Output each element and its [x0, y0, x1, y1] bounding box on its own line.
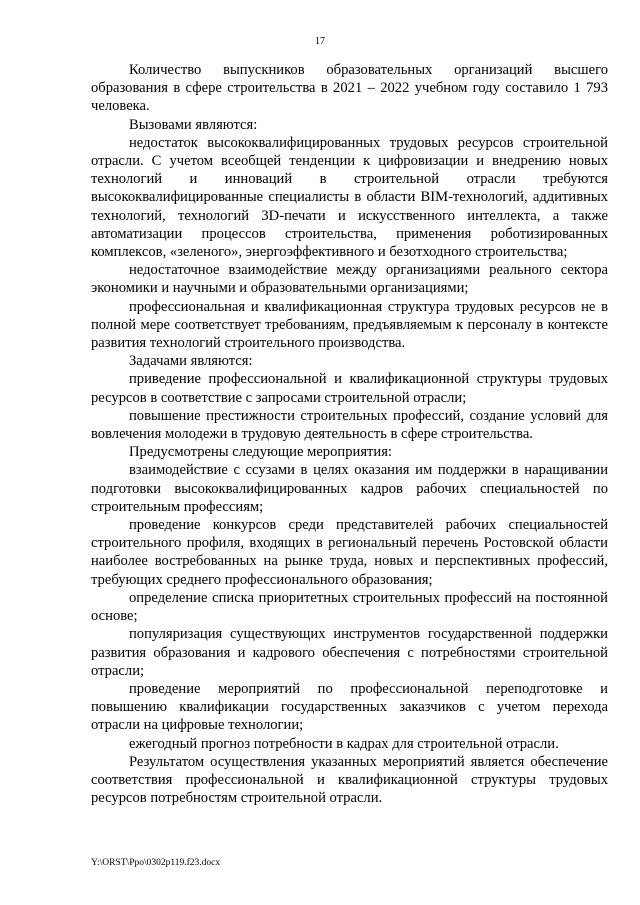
page-number: 17: [315, 36, 325, 47]
paragraph-measure-colleges: взаимодействие с ссузами в целях оказания им поддержки в наращивании подготовки высококвалифицированных кадров рабочих специальностей по строительным профессиям;: [91, 462, 608, 515]
paragraph-measure-forecast: ежегодный прогноз потребности в кадрах для строительной отрасли.: [129, 735, 559, 752]
paragraph-graduates-count: Количество выпускников образовательных организаций высшего образования в сфере строительства в 2021 – 2022 учебном году составило 1 793 человека.: [91, 62, 608, 115]
paragraph-measures-heading: Предусмотрены следующие мероприятия:: [129, 444, 392, 461]
document-body: [91, 61, 608, 807]
paragraph-measure-priority-list: определение списка приоритетных строительных профессий на постоянной основе;: [91, 589, 608, 625]
paragraph-task-prestige: повышение престижности строительных профессий, создание условий для вовлечения молодежи в трудовую деятельность в сфере строительства.: [91, 407, 608, 443]
paragraph-measure-popularization: популяризация существующих инструментов государственной поддержки развития образования и кадрового обеспечения с потребностями строительной отрасли;: [91, 626, 608, 679]
paragraph-result: Результатом осуществления указанных мероприятий является обеспечение соответствия профессиональной и квалификационной структуры трудовых ресурсов потребностям строительной отрасли.: [91, 753, 608, 807]
paragraph-challenges-heading: Вызовами являются:: [129, 116, 258, 133]
paragraph-challenge-shortage: недостаток высококвалифицированных трудовых ресурсов строительной отрасли. С учетом всеобщей тенденции к цифровизации и внедрению новых технологий и инноваций в строительной отрасли требуются высококвалифицированные специалисты в области BIM-технологий, аддитивных технологий, технологий 3D-печати и искусственного интеллекта, а также автоматизации процессов строительства, применения роботизированных комплексов, «зеленого», энергоэффективного и безотходного строительства;: [91, 134, 608, 261]
paragraph-measure-retraining: проведение мероприятий по профессиональной переподготовке и повышению квалификации государственных заказчиков с учетом перехода отрасли на цифровые технологии;: [91, 680, 608, 734]
paragraph-challenge-structure: профессиональная и квалификационная структура трудовых ресурсов не в полной мере соответствует требованиям, предъявляемым к персоналу в контексте развития технологий строительного производства.: [91, 298, 608, 352]
paragraph-measure-contests: проведение конкурсов среди представителей рабочих специальностей строительного профиля, входящих в региональный перечень Ростовской области наиболее востребованных на рынке труда, новых и перспективных профессий, требующих среднего профессионального образования;: [91, 517, 608, 588]
footer-file-path: Y:\ORST\Ppo\0302p119.f23.docx: [91, 858, 221, 868]
paragraph-challenge-interaction: недостаточное взаимодействие между организациями реального сектора экономики и научными и образовательными организациями;: [91, 262, 608, 297]
paragraph-task-alignment: приведение профессиональной и квалификационной структуры трудовых ресурсов в соответствие с запросами строительной отрасли;: [91, 371, 608, 406]
paragraph-tasks-heading: Задачами являются:: [129, 353, 253, 370]
